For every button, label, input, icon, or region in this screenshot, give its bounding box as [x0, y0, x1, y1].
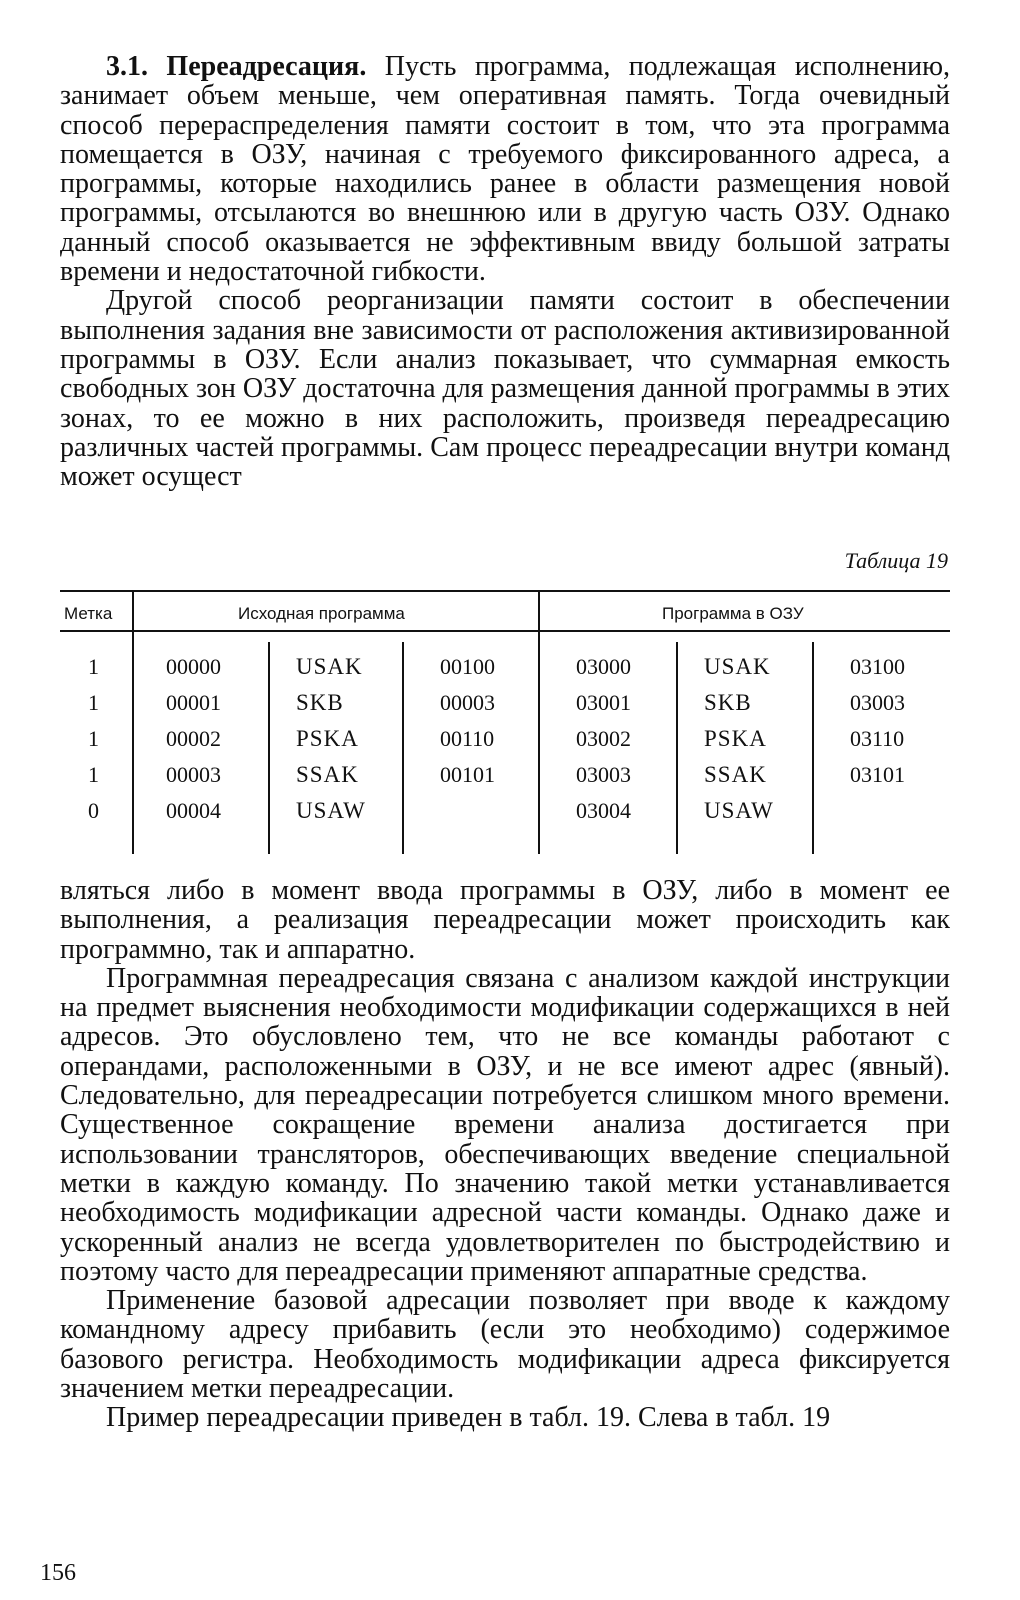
cell-ram-command: SKB [704, 690, 752, 715]
cell-label: 1 [88, 654, 99, 679]
column-divider [676, 642, 678, 854]
cell-command: USAK [296, 654, 363, 679]
column-divider [132, 592, 134, 854]
paragraph-text: Другой способ реорганизации памяти состоит в обеспечении выполнения задания вне зависимости от расположения активизированной программы в ОЗУ. Если анализ показывает, что суммарная емкость свободных зон ОЗУ достаточна для размещения данной программы в этих зонах, то ее можно в них расположить, произведя переадресацию различных частей программы. Сам процесс переадресации внутри команд может осущест [60, 285, 950, 493]
page-number: 156 [40, 1560, 76, 1586]
cell-label: 1 [88, 690, 99, 715]
cell-ram-operand: 03101 [850, 762, 905, 787]
column-divider [268, 642, 270, 854]
text-block-bottom [60, 876, 950, 1433]
cell-ram-address: 03002 [576, 726, 631, 751]
table-top-rule [60, 590, 950, 592]
header-source-program: Исходная программа [238, 604, 405, 623]
cell-label: 0 [88, 798, 99, 823]
cell-operand: 00101 [440, 762, 495, 787]
cell-address: 00002 [166, 726, 221, 751]
cell-ram-address: 03003 [576, 762, 631, 787]
cell-ram-operand: 03110 [850, 726, 905, 751]
cell-ram-command: PSKA [704, 726, 767, 751]
column-divider [538, 592, 540, 854]
cell-label: 1 [88, 762, 99, 787]
cell-label: 1 [88, 726, 99, 751]
text-block-top [60, 52, 950, 491]
paragraph-continuation: вляться либо в момент ввода программы в ОЗУ, либо в момент ее выполнения, а реализация переадресации может происходить как программно, так и аппаратно. [60, 875, 950, 965]
column-divider [402, 642, 404, 854]
cell-command: SKB [296, 690, 344, 715]
paragraph-other-method [60, 286, 950, 491]
cell-ram-command: USAK [704, 654, 771, 679]
cell-ram-command: SSAK [704, 762, 767, 787]
table-19 [60, 590, 950, 856]
cell-address: 00004 [166, 798, 221, 823]
paragraph-software-relocation: Программная переадресация связана с анализом каждой инструкции на предмет выяснения необходимости модификации содержащихся в ней адресов. Это обусловлено тем, что не все команды работают с операндами, расположенными в ОЗУ, и не все имеют адрес (явный). Следовательно, для переадресации потребуется слишком много времени. Существенное сокращение времени анализа достигается при использовании трансляторов, обеспечивающих введение специальной метки в каждую команду. По значению такой метки устанавливается необходимость модификации адресной части команды. Однако даже и ускоренный анализ не всегда удовлетворителен по быстродействию и поэтому часто для переадресации применяют аппаратные средства. [60, 962, 950, 1287]
cell-address: 00003 [166, 762, 221, 787]
cell-ram-command: USAW [704, 798, 774, 823]
cell-operand: 00110 [440, 726, 495, 751]
section-heading: 3.1. Переадресация. [106, 51, 367, 82]
cell-ram-address: 03004 [576, 798, 631, 823]
cell-address: 00000 [166, 654, 221, 679]
cell-ram-operand: 03003 [850, 690, 905, 715]
column-divider [812, 642, 814, 854]
cell-command: PSKA [296, 726, 359, 751]
cell-ram-address: 03000 [576, 654, 631, 679]
cell-operand: 00003 [440, 690, 495, 715]
header-label: Метка [64, 604, 113, 623]
cell-command: USAW [296, 798, 366, 823]
paragraph-base-addressing: Применение базовой адресации позволяет при вводе к каждому командному адресу прибавить (если это необходимо) содержимое базового регистра. Необходимость модификации адреса фиксируется значением метки переадресации. [60, 1285, 950, 1405]
table-header-rule [60, 630, 950, 632]
cell-command: SSAK [296, 762, 359, 787]
cell-operand: 00100 [440, 654, 495, 679]
cell-ram-address: 03001 [576, 690, 631, 715]
header-ram-program: Программа в ОЗУ [662, 604, 804, 623]
cell-address: 00001 [166, 690, 221, 715]
paragraph-relocation-intro [60, 52, 950, 286]
table-caption: Таблица 19 [844, 548, 948, 573]
cell-ram-operand: 03100 [850, 654, 905, 679]
paragraph-example: Пример переадресации приведен в табл. 19. Слева в табл. 19 [106, 1402, 831, 1434]
paragraph-text: Пусть программа, подлежащая исполнению, занимает объем меньше, чем оперативная память. Тогда очевидный способ перераспределения памяти состоит в том, что эта программа помещается в ОЗУ, начиная с требуемого фиксированного адреса, а программы, которые находились ранее в области размещения новой программы, отсылаются во внешнюю или в другую часть ОЗУ. Однако данный способ оказывается не эффективным ввиду большой затраты времени и недостаточной гибкости. [60, 51, 950, 288]
